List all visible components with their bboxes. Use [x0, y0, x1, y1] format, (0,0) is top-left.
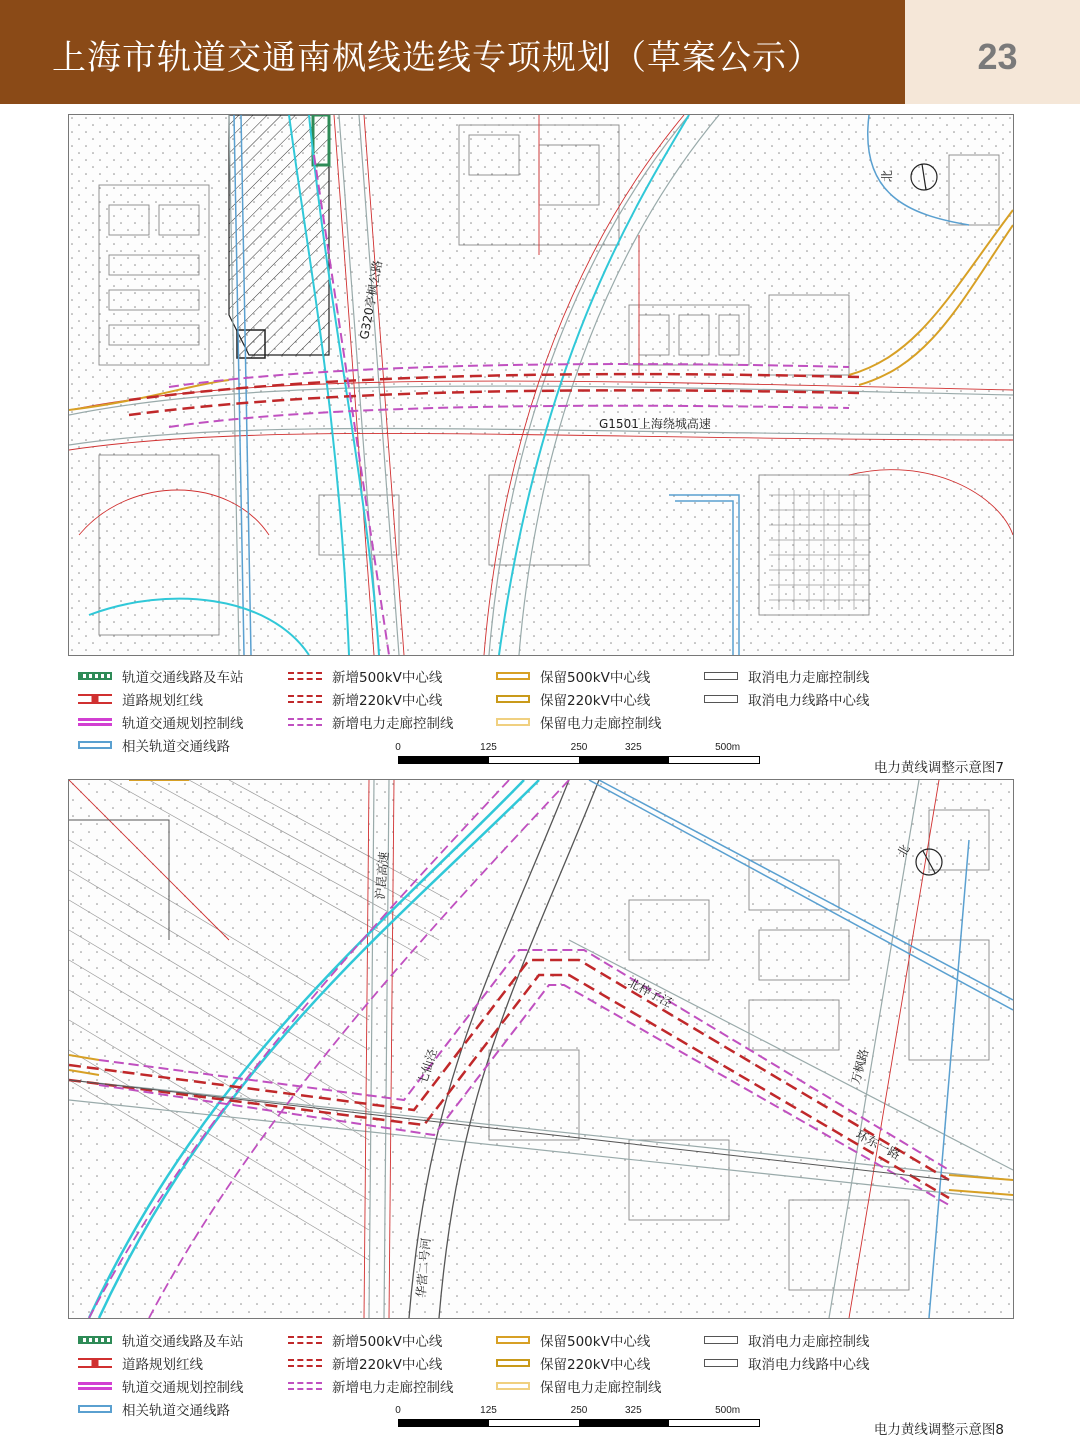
map-8	[68, 779, 1014, 1319]
legend-label: 新增500kV中心线	[332, 670, 443, 686]
legend-swatch	[78, 1382, 112, 1390]
legend-item	[78, 735, 230, 755]
scale-tick-label: 0	[395, 742, 401, 753]
legend-item	[288, 1330, 442, 1350]
legend-swatch	[288, 1359, 322, 1367]
legend-label: 取消电力走廊控制线	[748, 670, 870, 686]
legend-item	[704, 1353, 870, 1373]
legend-label: 道路规划红线	[122, 1357, 203, 1373]
legend-swatch	[288, 695, 322, 703]
legend-label: 保留500kV中心线	[540, 1334, 651, 1350]
legend-label: 取消电力线路中心线	[748, 1357, 870, 1373]
map-7	[68, 114, 1014, 656]
scale-tick-label: 500m	[715, 742, 741, 753]
legend-item	[704, 689, 870, 709]
legend-item	[496, 712, 662, 732]
legend-item	[496, 1353, 650, 1373]
legend-label: 新增220kV中心线	[332, 693, 443, 709]
scale-tick-label: 325	[624, 1405, 642, 1416]
north-label: 北	[894, 842, 913, 860]
scale-segment	[669, 1420, 759, 1426]
scale-tick-label: 250	[570, 742, 588, 753]
legend-item	[78, 1353, 203, 1373]
legend-label: 新增500kV中心线	[332, 1334, 443, 1350]
legend-label: 取消电力走廊控制线	[748, 1334, 870, 1350]
legend-swatch	[496, 718, 530, 726]
legend-label: 保留220kV中心线	[540, 693, 651, 709]
legend-item	[78, 1376, 244, 1396]
map-7-drawing	[69, 115, 1013, 655]
label-expressway: 沪昆高速	[373, 851, 392, 901]
legend-swatch	[496, 695, 530, 703]
legend-swatch	[78, 694, 112, 704]
legend-item	[78, 1399, 230, 1419]
scale-segment	[579, 757, 669, 763]
label-qixian: 七仙泾	[415, 1047, 440, 1086]
legend-item	[288, 689, 442, 709]
scale-tick-label: 325	[624, 742, 642, 753]
legend-item	[288, 1353, 442, 1373]
legend-item	[288, 712, 454, 732]
legend-label: 保留电力走廊控制线	[540, 716, 662, 732]
map-8-drawing	[69, 780, 1013, 1318]
legend-label: 相关轨道交通线路	[122, 739, 230, 755]
legend-swatch	[288, 672, 322, 680]
legend-swatch	[288, 1382, 322, 1390]
label-huatong: 华营二号河	[414, 1237, 434, 1299]
label-beizi: 北梓子泾	[625, 975, 675, 1011]
legend-item	[78, 689, 203, 709]
legend-swatch	[496, 1359, 530, 1367]
scale-tick-label: 250	[570, 1405, 588, 1416]
scale-tick-label: 0	[395, 1405, 401, 1416]
legend-label: 轨道交通线路及车站	[122, 670, 244, 686]
scale-tick-label: 500m	[715, 1405, 741, 1416]
legend-swatch	[78, 1405, 112, 1413]
scale-tick-label: 125	[480, 742, 497, 753]
scale-segment	[489, 1420, 579, 1426]
page-number: 23	[977, 36, 1018, 77]
legend-swatch	[704, 695, 738, 703]
scale-bar	[398, 756, 760, 764]
legend-swatch	[704, 1359, 738, 1367]
label-wanfeng: 万枫路	[848, 1047, 872, 1086]
legend-item	[496, 1330, 650, 1350]
road-label-g1501: G1501上海绕城高速	[599, 417, 711, 431]
legend-item	[78, 712, 244, 732]
legend-swatch	[78, 1358, 112, 1368]
legend-item	[704, 666, 870, 686]
legend-swatch	[496, 1382, 530, 1390]
page-number-tab	[905, 0, 1080, 104]
legend-swatch	[496, 1336, 530, 1344]
legend-label: 轨道交通规划控制线	[122, 716, 244, 732]
scale-tick-label: 125	[480, 1405, 497, 1416]
scale-bar-map-7	[395, 742, 760, 768]
legend-item	[704, 1330, 870, 1350]
label-huandong: 环东一路	[853, 1127, 903, 1163]
legend-label: 保留220kV中心线	[540, 1357, 651, 1373]
legend-item	[78, 666, 244, 686]
legend-swatch	[704, 1336, 738, 1344]
legend-swatch	[78, 1336, 112, 1344]
caption-map-8: 电力黄线调整示意图8	[873, 1422, 1004, 1438]
scale-segment	[489, 757, 579, 763]
header-bar	[0, 0, 905, 104]
scale-segment	[579, 1420, 669, 1426]
page-title: 上海市轨道交通南枫线选线专项规划（草案公示）	[52, 38, 822, 78]
legend-item	[78, 1330, 244, 1350]
legend-label: 新增电力走廊控制线	[332, 1380, 454, 1396]
legend-label: 新增电力走廊控制线	[332, 716, 454, 732]
legend-swatch	[78, 672, 112, 680]
legend-label: 保留电力走廊控制线	[540, 1380, 662, 1396]
legend-label: 新增220kV中心线	[332, 1357, 443, 1373]
legend-swatch	[78, 741, 112, 749]
legend-item	[496, 1376, 662, 1396]
scale-segment	[399, 1420, 489, 1426]
scale-bar	[398, 1419, 760, 1427]
legend-label: 保留500kV中心线	[540, 670, 651, 686]
legend-swatch	[704, 672, 738, 680]
legend-swatch	[288, 1336, 322, 1344]
legend-swatch	[288, 718, 322, 726]
legend-label: 轨道交通规划控制线	[122, 1380, 244, 1396]
legend-item	[496, 666, 650, 686]
scale-segment	[669, 757, 759, 763]
caption-map-7: 电力黄线调整示意图7	[873, 760, 1004, 776]
legend-label: 相关轨道交通线路	[122, 1403, 230, 1419]
legend-item	[288, 1376, 454, 1396]
legend-item	[288, 666, 442, 686]
legend-swatch	[496, 672, 530, 680]
legend-label: 道路规划红线	[122, 693, 203, 709]
road-label-g320: G320亭枫公路	[357, 259, 385, 341]
north-label: 北	[880, 169, 894, 182]
legend-swatch	[78, 718, 112, 726]
legend-label: 取消电力线路中心线	[748, 693, 870, 709]
scale-segment	[399, 757, 489, 763]
legend-item	[496, 689, 650, 709]
legend-label: 轨道交通线路及车站	[122, 1334, 244, 1350]
scale-bar-map-8	[395, 1405, 760, 1431]
